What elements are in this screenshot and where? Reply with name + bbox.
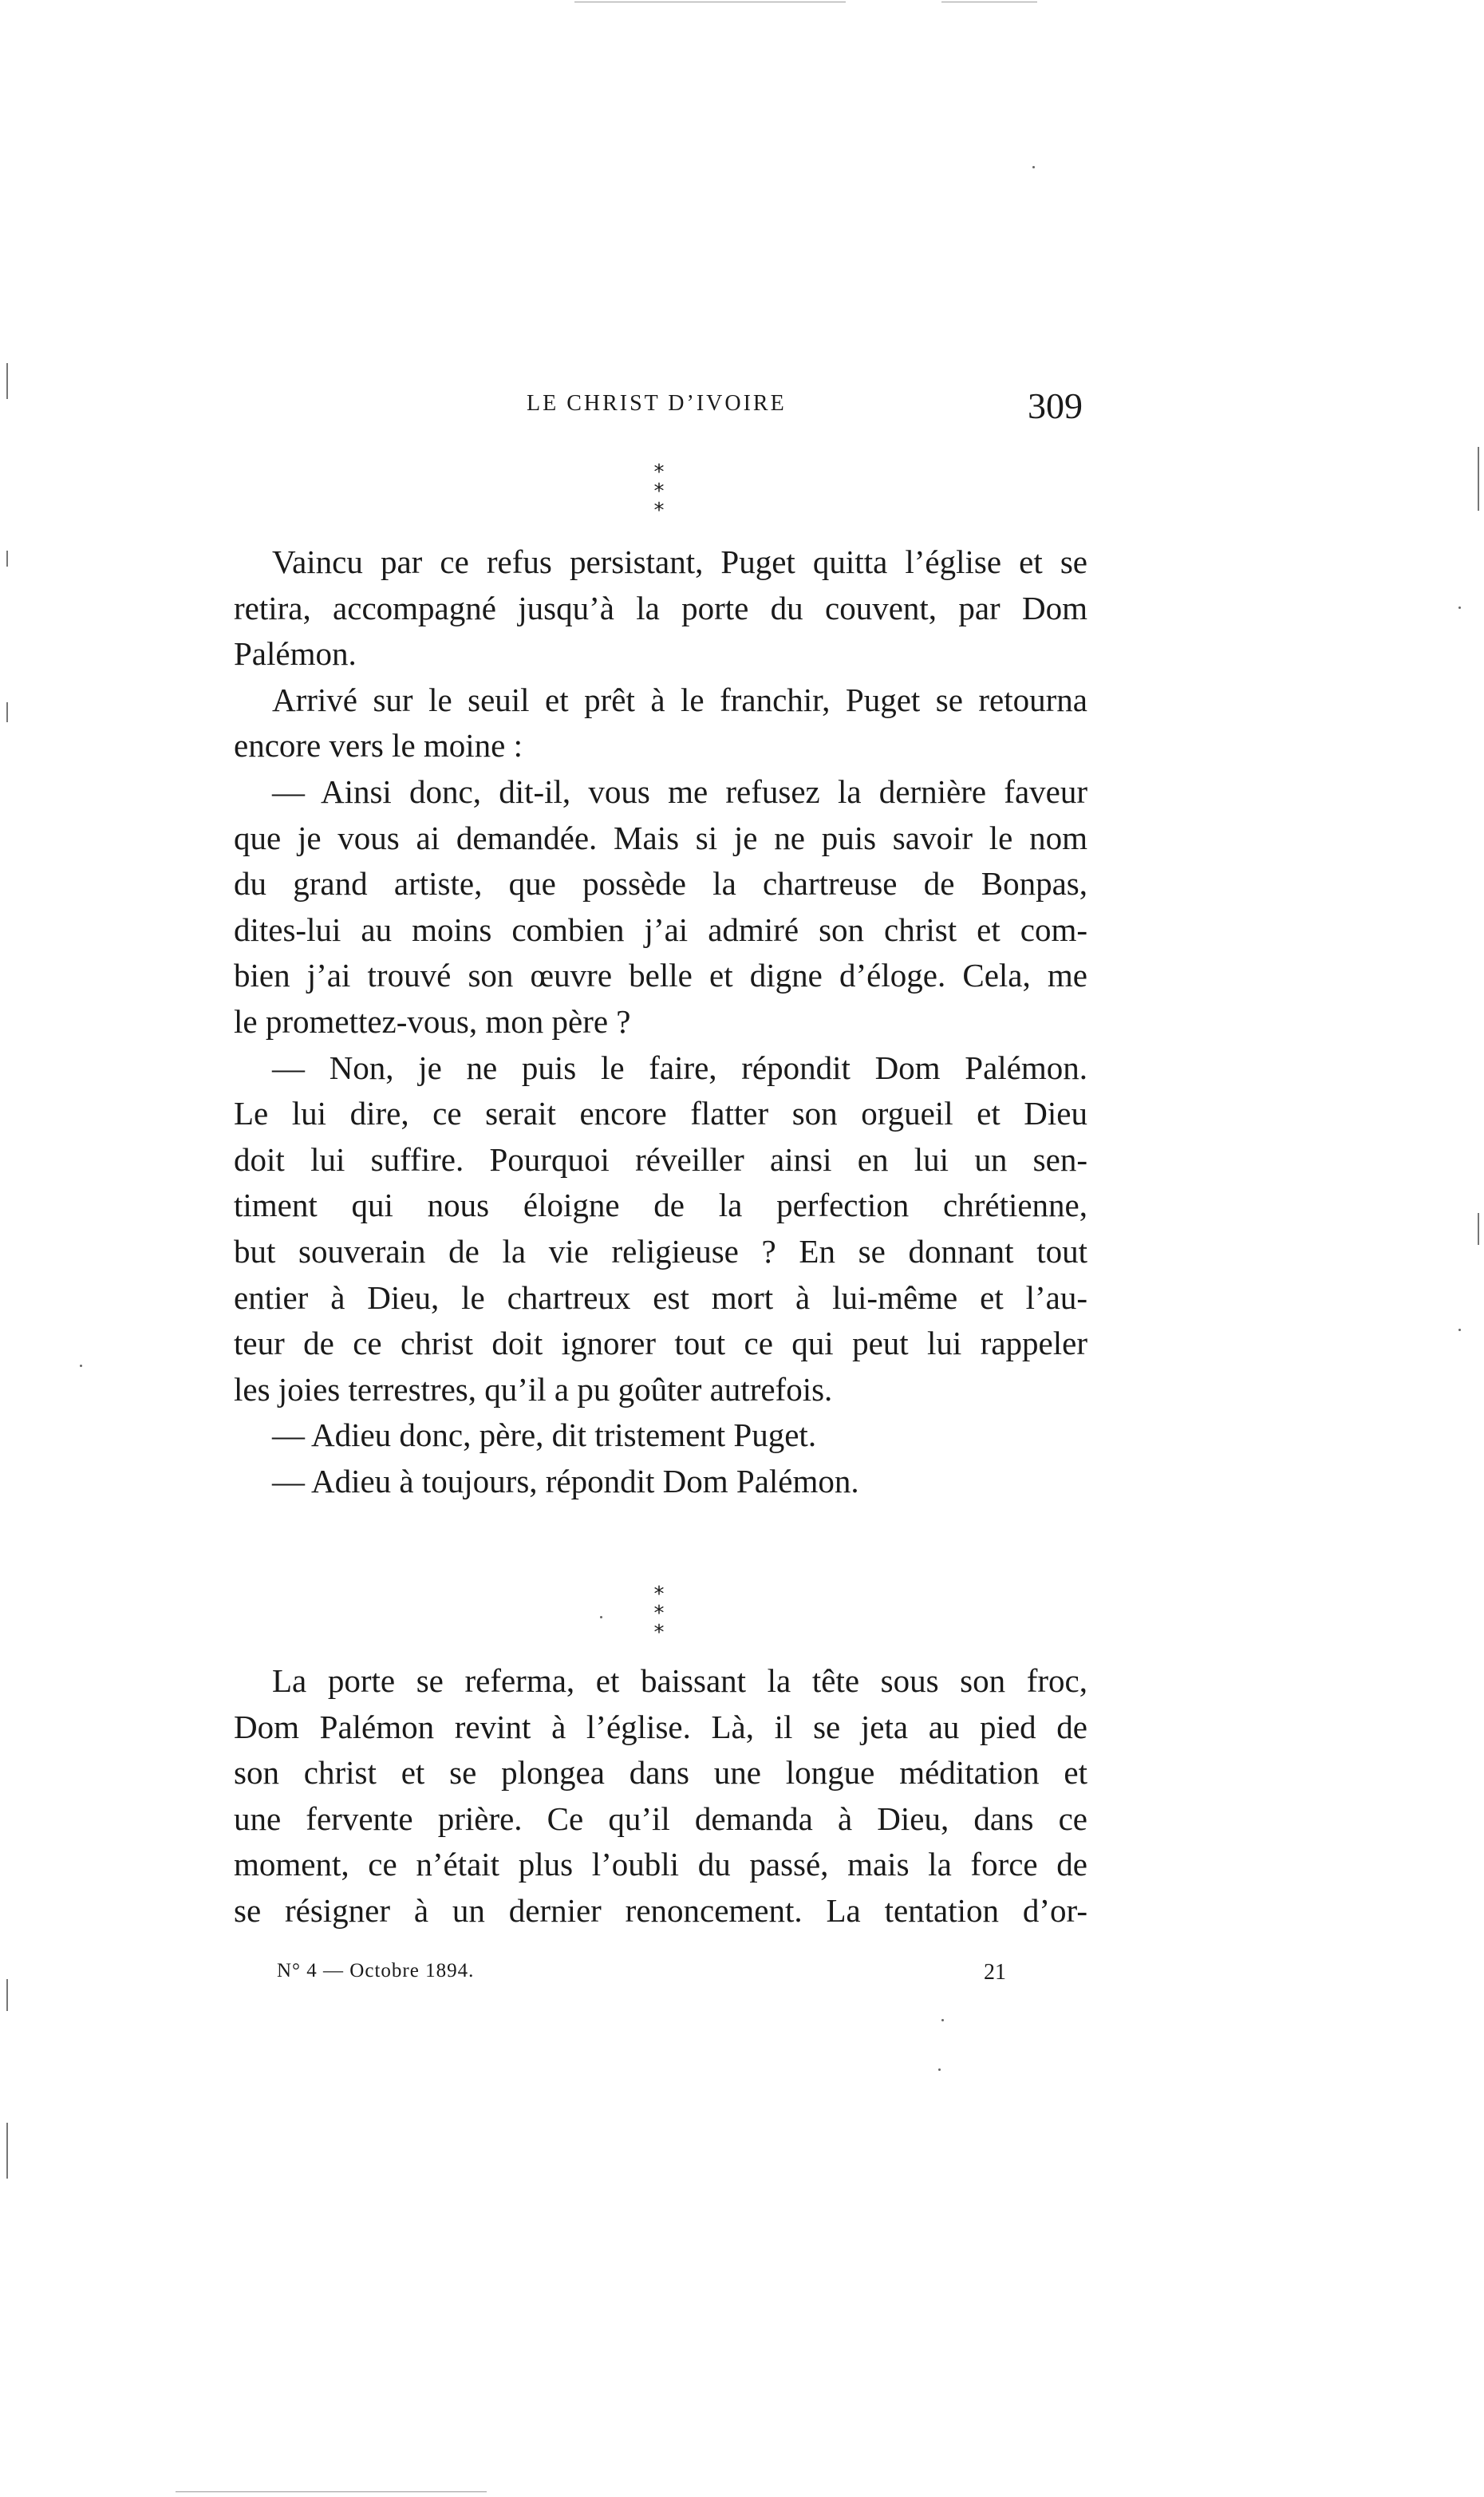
scan-edge-mark [6,2123,8,2179]
text-line: du grand artiste, que possède la chartreuse de Bonpas, [234,865,1087,903]
text-line: Dom Palémon revint à l’église. Là, il se jeta au pied de [234,1708,1087,1745]
text-line: le promettez-vous, mon père ? [234,1002,631,1040]
scan-edge-mark-right [1478,1213,1479,1245]
text-line: doit lui suffire. Pourquoi réveiller ainsi en lui un sen- [234,1140,1087,1178]
scan-speck [1032,166,1035,168]
text-line: Arrivé sur le seuil et prêt à le franchir, Puget se retourna [272,681,1087,718]
scan-edge-mark [6,363,8,399]
text-line: — Non, je ne puis le faire, répondit Dom Palémon. [272,1049,1087,1086]
text-line: timent qui nous éloigne de la perfection chrétienne, [234,1187,1087,1224]
text-line: se résigner à un dernier renoncement. La tentation d’or- [234,1891,1087,1929]
text-line: La porte se referma, et baissant la tête sous son froc, [272,1662,1087,1699]
scan-edge-mark [6,702,8,722]
scan-speck [80,1365,82,1367]
text-line: son christ et se plongea dans une longue méditation et [234,1754,1087,1792]
section-separator [635,1582,683,1645]
text-line: entier à Dieu, le chartreux est mort à lui-même et l’au- [234,1278,1087,1316]
text-line: — Ainsi donc, dit-il, vous me refusez la dernière faveur [272,772,1087,810]
text-section-1 [234,539,1087,1504]
scan-edge-mark [6,551,8,567]
scan-speck [1458,1329,1461,1331]
text-line: Palémon. [234,635,357,673]
scan-speck [600,1616,602,1618]
text-line: les joies terrestres, qu’il a pu goûter autrefois. [234,1370,833,1408]
scan-edge-mark-right [1478,447,1479,511]
scan-rule-bottom [176,2491,487,2492]
page-number: 309 [1028,385,1083,426]
text-line: bien j’ai trouvé son œuvre belle et digne d’éloge. Cela, me [234,957,1087,994]
text-line: dites-lui au moins combien j’ai admiré son christ et com- [234,911,1087,948]
text-line: Vaincu par ce refus persistant, Puget quitta l’église et se [272,543,1087,580]
text-line: but souverain de la vie religieuse ? En se donnant tout [234,1232,1087,1270]
text-line: Le lui dire, ce serait encore flatter son orgueil et Dieu [234,1095,1087,1132]
text-line: retira, accompagné jusqu’à la porte du couvent, par Dom [234,589,1087,626]
scan-speck [1458,606,1461,609]
text-line: que je vous ai demandée. Mais si je ne puis savoir le nom [234,819,1087,856]
scan-speck [938,2068,941,2071]
asterism-bottom: * * [653,1602,673,1645]
text-line: — Adieu donc, père, dit tristement Puget. [272,1416,817,1454]
asterism-bottom: * * [653,480,673,523]
text-line: une fervente prière. Ce qu’il demanda à Dieu, dans ce [234,1800,1087,1837]
issue-footer: N° 4 — Octobre 1894. [277,1960,475,1981]
text-section-2 [234,1658,1087,1934]
asterism-top: * [653,460,665,484]
text-line: teur de ce christ doit ignorer tout ce qui peut lui rappeler [234,1325,1087,1362]
section-separator [635,460,683,523]
scan-edge-mark [6,1979,8,2011]
text-line: — Adieu à toujours, répondit Dom Palémon. [272,1462,859,1499]
text-line: moment, ce n’était plus l’oubli du passé, mais la force de [234,1846,1087,1883]
running-title: LE CHRIST D’IVOIRE [527,391,787,416]
text-line: encore vers le moine : [234,727,523,765]
scan-speck [941,2019,944,2021]
asterism-top: * [653,1582,665,1606]
signature-mark: 21 [984,1960,1006,1985]
